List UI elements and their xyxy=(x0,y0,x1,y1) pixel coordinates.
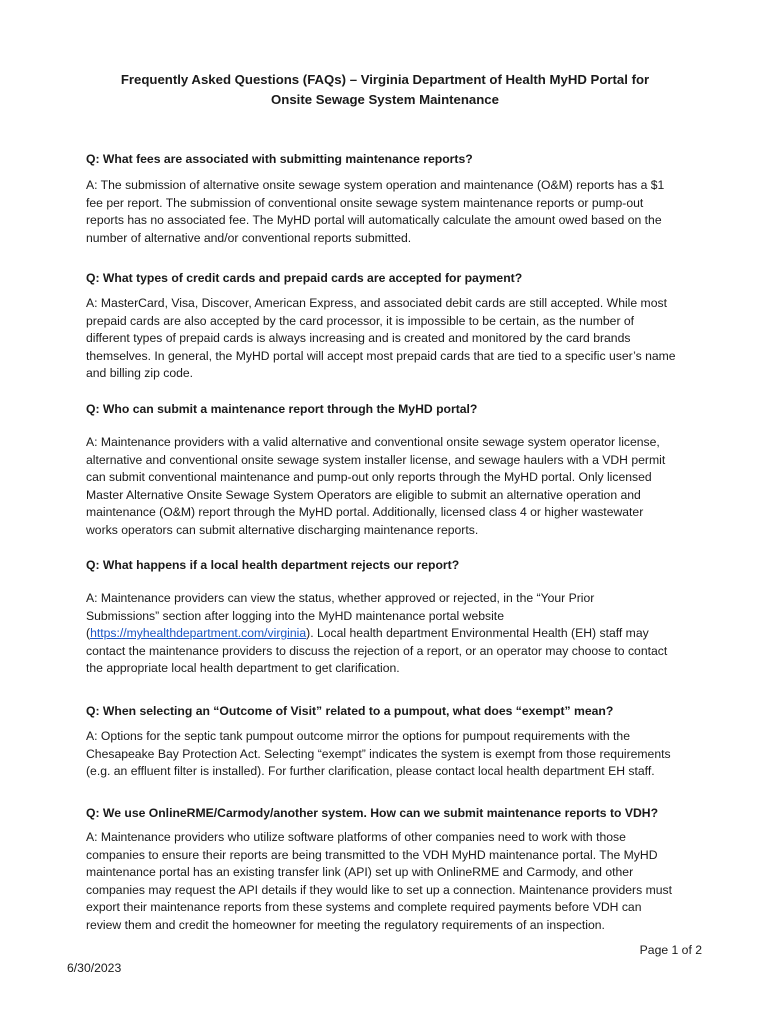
myhd-portal-link[interactable]: https://myhealthdepartment.com/virginia xyxy=(90,626,307,640)
answer-line: number of alternative and/or conventional reports submitted. xyxy=(86,230,412,245)
document-title-line-2: Onsite Sewage System Maintenance xyxy=(271,92,499,107)
faq-answer-exempt xyxy=(86,728,706,781)
faq-question-rejected-report: Q: What happens if a local health department rejects our report? xyxy=(86,558,460,572)
answer-line: Submissions” section after logging into the MyHD maintenance portal website xyxy=(86,608,504,623)
faq-answer-who-can-submit xyxy=(86,434,706,539)
answer-line: review them and credit the homeowner for meeting the regulatory requirements of an inspection. xyxy=(86,917,605,932)
answer-line: A: Maintenance providers can view the status, whether approved or rejected, in the “Your Prior xyxy=(86,591,595,605)
faq-answer-other-systems xyxy=(86,829,706,934)
answer-line: export their maintenance reports from these systems and complete required payments before VDH can xyxy=(86,900,642,914)
page-number: Page 1 of 2 xyxy=(639,943,702,957)
answer-line: different types of prepaid cards is always increasing and is created and monitored by the card brands xyxy=(86,331,631,345)
faq-question-cards: Q: What types of credit cards and prepaid cards are accepted for payment? xyxy=(86,271,523,285)
answer-line: and billing zip code. xyxy=(86,366,194,380)
answer-line: maintenance portal has an existing transfer link (API) set up with OnlineRME and Carmody, and other xyxy=(86,865,634,879)
answer-line: A: MasterCard, Visa, Discover, American Express, and associated debit cards are still accepted. While most xyxy=(86,296,667,310)
answer-line: can submit conventional maintenance and pump-out only reports through the MyHD portal. Only licensed xyxy=(86,470,652,484)
faq-question-other-systems: Q: We use OnlineRME/Carmody/another system. How can we submit maintenance reports to VDH? xyxy=(86,806,659,820)
document-title-line-1: Frequently Asked Questions (FAQs) – Virginia Department of Health MyHD Portal for xyxy=(120,72,650,87)
answer-line: companies to ensure their reports are being transmitted to the VDH MyHD maintenance portal. The MyHD xyxy=(86,847,658,862)
answer-line: prepaid cards are also accepted by the card processor, it is impossible to be certain, as the number of xyxy=(86,313,635,328)
answer-line: Master Alternative Onsite Sewage System Operators are eligible to submit an alternative operation and xyxy=(86,487,641,502)
faq-question-fees: Q: What fees are associated with submitting maintenance reports? xyxy=(86,152,473,166)
document-date: 6/30/2023 xyxy=(67,961,122,975)
answer-line: Chesapeake Bay Protection Act. Selecting “exempt” indicates the system is exempt from those requirements xyxy=(86,746,671,761)
answer-line: A: Options for the septic tank pumpout outcome mirror the options for pumpout requirements with the xyxy=(86,729,630,743)
faq-answer-cards xyxy=(86,295,706,383)
answer-line: A: Maintenance providers who utilize software platforms of other companies need to work with those xyxy=(86,830,626,844)
answer-line: maintenance (O&M) report through the MyHD portal. Additionally, licensed class 4 or higher wastewater xyxy=(86,505,644,519)
faq-question-who-can-submit: Q: Who can submit a maintenance report through the MyHD portal? xyxy=(86,402,478,416)
faq-question-exempt: Q: When selecting an “Outcome of Visit” related to a pumpout, what does “exempt” mean? xyxy=(86,704,614,718)
answer-line: A: Maintenance providers with a valid alternative and conventional onsite sewage system operator license, xyxy=(86,435,660,449)
faq-answer-fees xyxy=(86,177,706,247)
answer-line: reports has no associated fee. The MyHD portal will automatically calculate the amount owed based on the xyxy=(86,213,662,227)
answer-line: companies may request the API details if they would like to set up a connection. Maintenance providers must xyxy=(86,882,672,897)
answer-line: works operators can submit alternative discharging maintenance reports. xyxy=(86,522,479,537)
answer-line: contact the maintenance providers to discuss the rejection of a report, or an operator may choose to contact xyxy=(86,643,668,658)
answer-line: A: The submission of alternative onsite sewage system operation and maintenance (O&M) reports has a $1 xyxy=(86,178,665,192)
link-suffix: ). Local health department Environmental Health (EH) staff may xyxy=(306,626,649,640)
link-prefix: ( xyxy=(86,626,91,640)
answer-line-with-link xyxy=(86,625,706,643)
answer-line: (e.g. an effluent filter is installed). For further clarification, please contact local health department EH staff. xyxy=(86,764,655,778)
answer-line: fee per report. The submission of conventional onsite sewage system maintenance reports or pump-out xyxy=(86,195,644,210)
answer-line: alternative and conventional onsite sewage system installer license, and sewage haulers with a VDH permit xyxy=(86,452,666,467)
faq-answer-rejected-report xyxy=(86,590,706,678)
answer-line: the appropriate local health department to get clarification. xyxy=(86,661,400,675)
answer-line: themselves. In general, the MyHD portal will accept most prepaid cards that are tied to a specific user’s name xyxy=(86,348,676,363)
